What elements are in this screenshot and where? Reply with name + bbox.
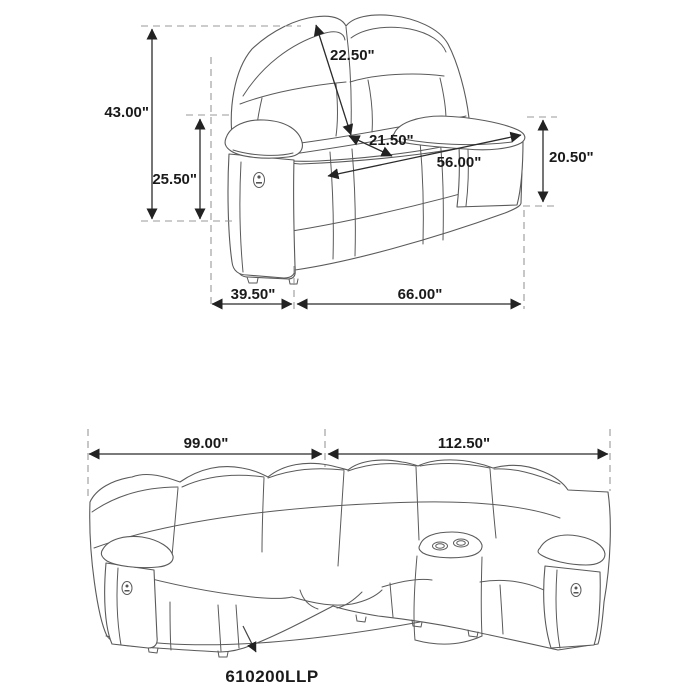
sectional-left-arm-front: [105, 563, 158, 648]
dim-label-back-diagonal: 22.50": [330, 47, 375, 64]
sectional-right-arm-front: [544, 566, 601, 648]
model-number-label: 610200LLP: [225, 667, 319, 686]
dim-label-arm-front-height: 20.50": [549, 149, 594, 166]
dim-label-arm-height: 25.50": [152, 171, 197, 188]
sectional-diagram: [88, 429, 610, 686]
dim-label-seat-depth: 21.50": [369, 132, 414, 149]
loveseat-left-arm-front: [228, 154, 295, 278]
dim-label-overall-height: 43.00": [104, 104, 149, 121]
dim-label-right-width: 112.50": [437, 435, 491, 452]
dim-label-overall-width: 66.00": [397, 286, 443, 303]
loveseat-diagram: [104, 15, 593, 309]
dim-label-overall-depth: 39.50": [230, 286, 276, 303]
dim-label-interior-width: 56.00": [436, 154, 482, 171]
dim-label-left-width: 99.00": [183, 435, 229, 452]
